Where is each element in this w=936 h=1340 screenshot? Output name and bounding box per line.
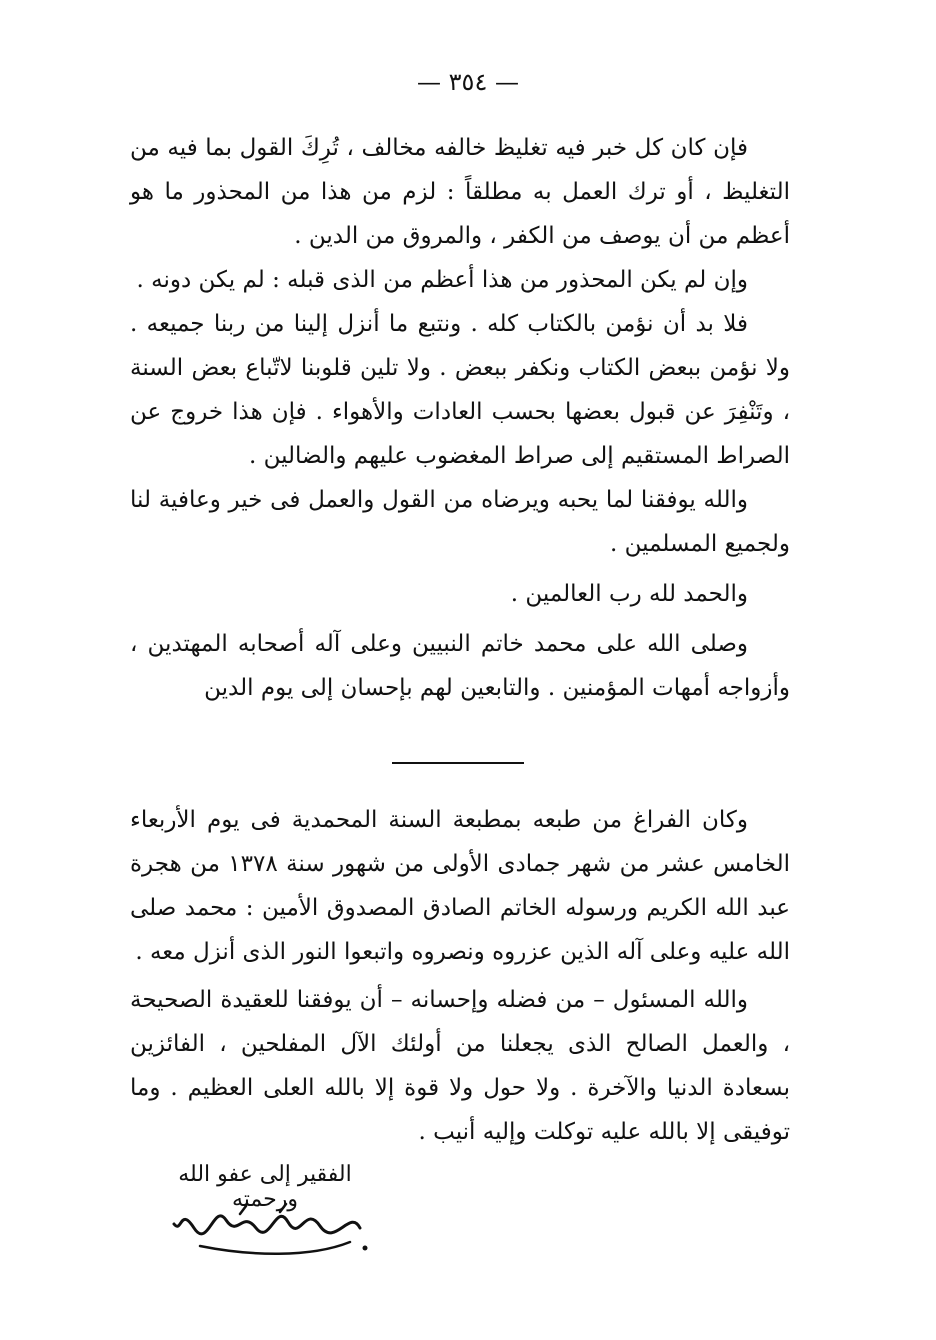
paragraph-3: فلا بد أن نؤمن بالكتاب كله . ونتبع ما أنزل إلينا من ربنا جميعه . ولا نؤمن ببعض الكتاب ونكفر ببعض . ولا تلين قلوبنا لاتّباع بعض السنة ، وتَنْفِرَ عن قبول بعضها بحسب العادات والأهواء . فإن هذا خروج عن الصراط المستقيم إلى صراط المغضوب عليهم والضالين . bbox=[130, 311, 790, 469]
colophon-paragraph-2: والله المسئول – من فضله وإحسانه – أن يوفقنا للعقيدة الصحيحة ، والعمل الصالح الذى يجعلنا من أولئك الآل المفلحين ، الفائزين بسعادة الدنيا والآخرة . ولا حول ولا قوة إلا بالله العلى العظيم . وما توفيقى إلا بالله عليه توكلت وإليه أنيب . bbox=[130, 987, 790, 1145]
section-divider bbox=[392, 762, 524, 764]
main-text-section bbox=[130, 126, 790, 710]
colophon-section bbox=[130, 798, 790, 1154]
handwritten-signature bbox=[160, 1198, 390, 1268]
paragraph-1: فإن كان كل خبر فيه تغليظ خالفه مخالف ، تُرِكَ القول بما فيه من التغليظ ، أو ترك العمل به مطلقاً : لزم من هذا من المحذور ما هو أعظم من أن يوصف من الكفر ، والمروق من الدين . bbox=[130, 135, 790, 249]
paragraph-4: والله يوفقنا لما يحبه ويرضاه من القول والعمل فى خير وعافية لنا ولجميع المسلمين . bbox=[130, 487, 790, 557]
paragraph-5: والحمد لله رب العالمين . bbox=[510, 581, 748, 607]
paragraph-2: وإن لم يكن المحذور من هذا أعظم من الذى قبله : لم يكن دونه . bbox=[136, 267, 748, 293]
page-number: — ٣٥٤ — bbox=[417, 68, 519, 96]
colophon-paragraph-1: وكان الفراغ من طبعه بمطبعة السنة المحمدية فى يوم الأربعاء الخامس عشر من شهر جمادى الأولى من شهور سنة ١٣٧٨ من هجرة عبد الله الكريم ورسوله الخاتم الصادق المصدوق الأمين : محمد صلى الله عليه وعلى آله الذين عزروه ونصروه واتبعوا النور الذى أنزل معه . bbox=[130, 807, 790, 965]
signature-caption: الفقير إلى عفو الله ورحمته bbox=[178, 1162, 352, 1212]
paragraph-6: وصلى الله على محمد خاتم النبيين وعلى آله أصحابه المهتدين ، وأزواجه أمهات المؤمنين . والتابعين لهم بإحسان إلى يوم الدين bbox=[130, 631, 790, 701]
